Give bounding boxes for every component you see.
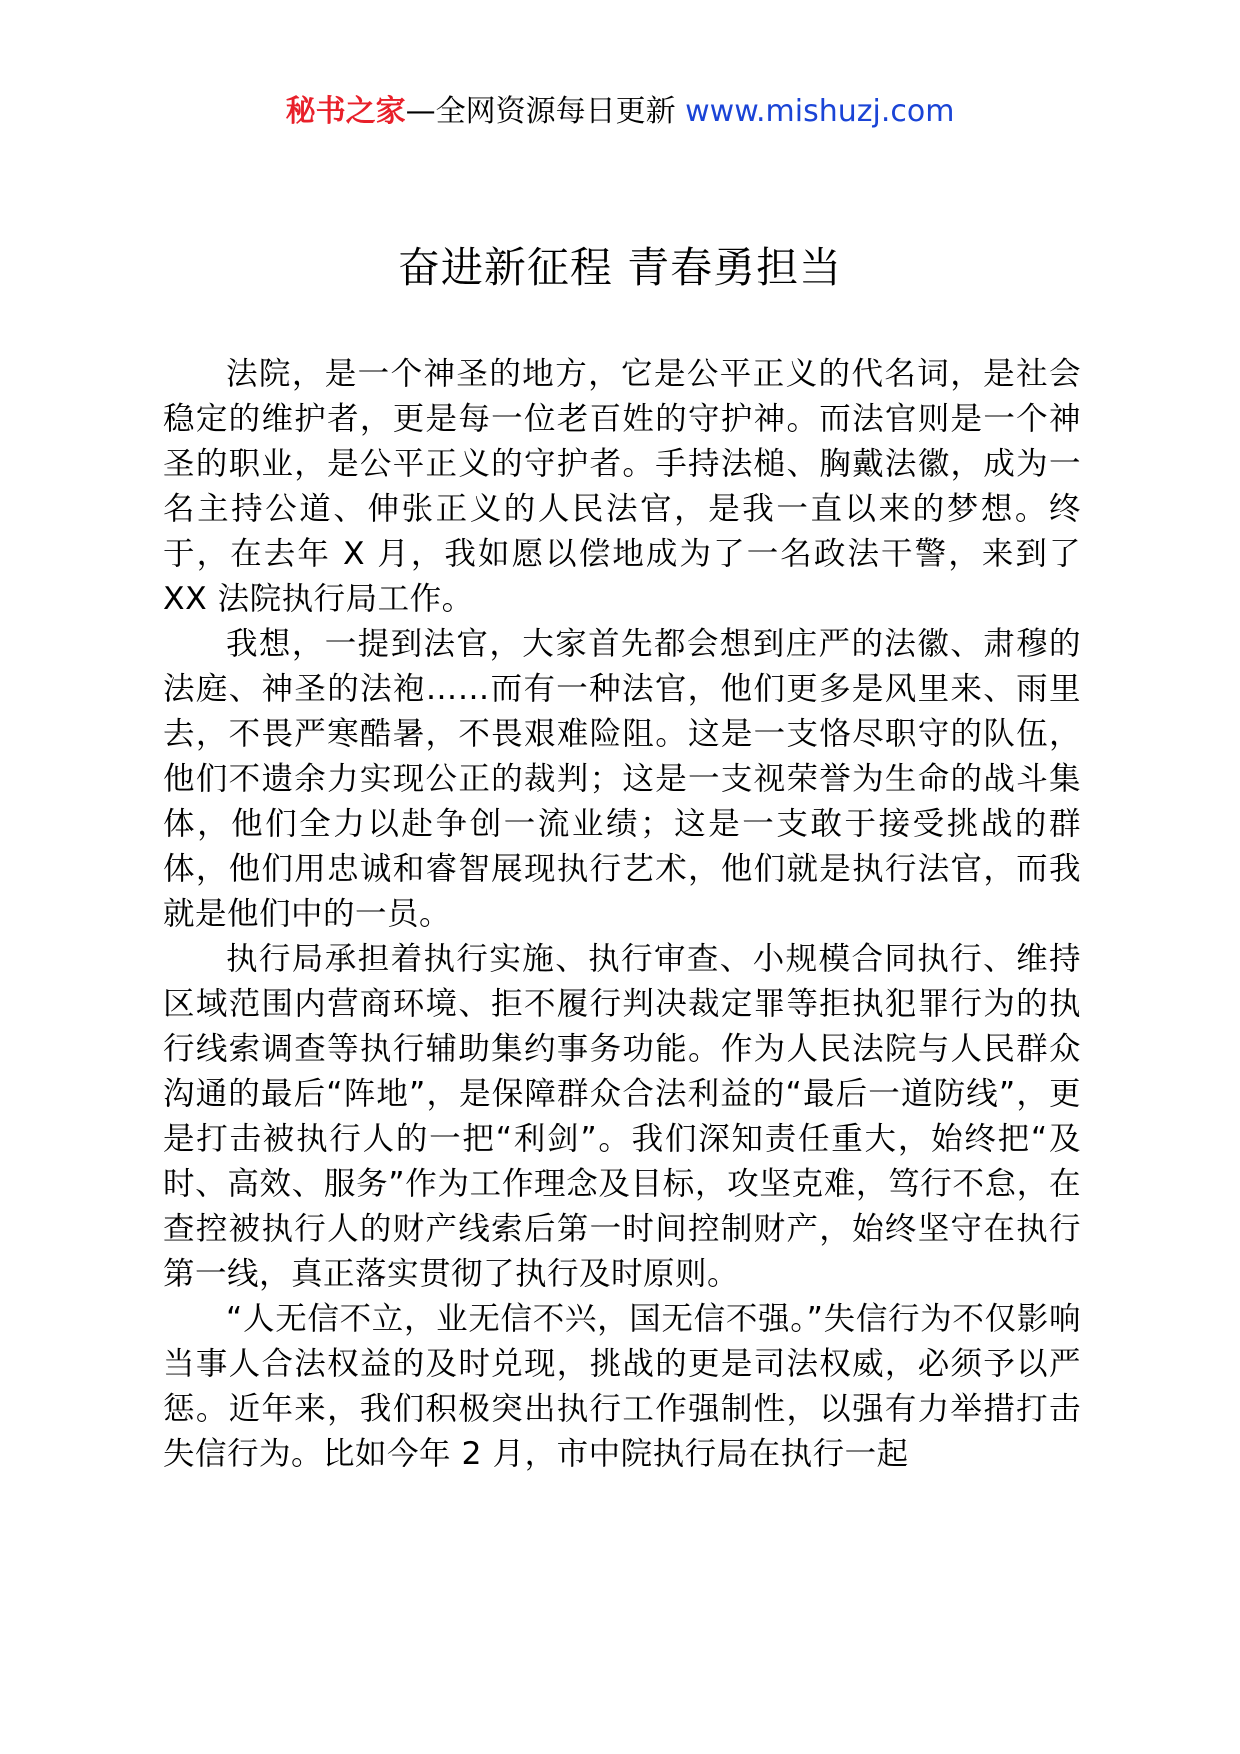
document-title: 奋进新征程 青春勇担当 <box>397 243 843 292</box>
paragraph-1: 法院，是一个神圣的地方，它是公平正义的代名词，是社会稳定的维护者，更是每一位老百姓的守护神。而法官则是一个神圣的职业，是公平正义的守护者。手持法槌、胸戴法徽，成为一名主持公道、伸张正义的人民法官，是我一直以来的梦想。终于，在去年 X 月，我如愿以偿地成为了一名政法干警，来到了 XX 法院执行局工作。 <box>163 356 1081 617</box>
site-slogan: —全网资源每日更新 <box>405 94 676 129</box>
paragraph-2: 我想，一提到法官，大家首先都会想到庄严的法徽、肃穆的法庭、神圣的法袍……而有一种法官，他们更多是风里来、雨里去，不畏严寒酷暑，不畏艰难险阻。这是一支恪尽职守的队伍，他们不遗余力实现公正的裁判；这是一支视荣誉为生命的战斗集体，他们全力以赴争创一流业绩；这是一支敢于接受挑战的群体，他们用忠诚和睿智展现执行艺术，他们就是执行法官，而我就是他们中的一员。 <box>163 626 1081 932</box>
site-brand: 秘书之家 <box>285 94 406 129</box>
paragraph-4: “人无信不立，业无信不兴，国无信不强。”失信行为不仅影响当事人合法权益的及时兑现，挑战的更是司法权威，必须予以严惩。近年来，我们积极突出执行工作强制性，以强有力举措打击失信行为。比如今年 2 月，市中院执行局在执行一起 <box>163 1301 1081 1472</box>
paragraph-3: 执行局承担着执行实施、执行审查、小规模合同执行、维持区域范围内营商环境、拒不履行判决裁定罪等拒执犯罪行为的执行线索调查等执行辅助集约事务功能。作为人民法院与人民群众沟通的最后“阵地”，是保障群众合法利益的“最后一道防线”，更是打击被执行人的一把“利剑”。我们深知责任重大，始终把“及时、高效、服务”作为工作理念及目标，攻坚克难，笃行不怠，在查控被执行人的财产线索后第一时间控制财产，始终坚守在执行第一线，真正落实贯彻了执行及时原则。 <box>163 941 1081 1292</box>
document-body <box>163 352 1081 1477</box>
site-url-link[interactable]: www.mishuzj.com <box>685 94 955 129</box>
site-header <box>0 92 1240 132</box>
